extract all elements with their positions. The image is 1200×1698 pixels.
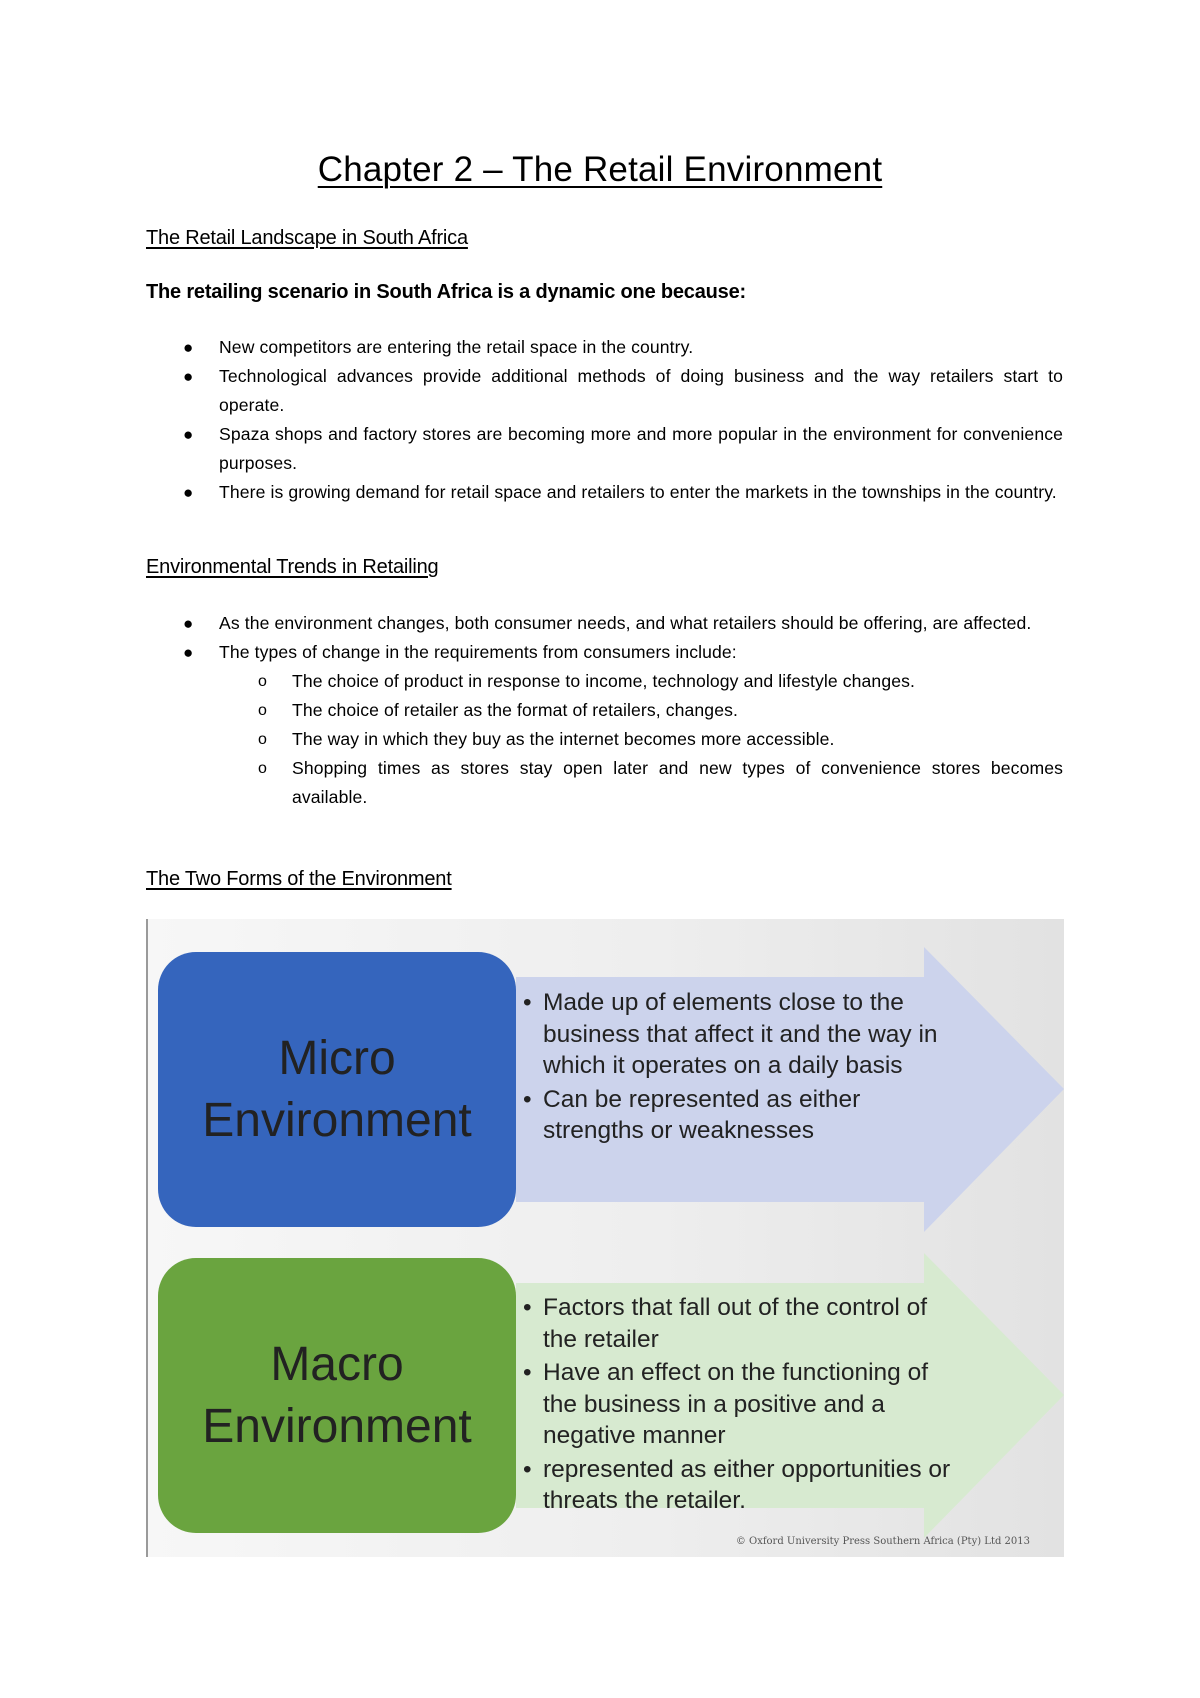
bullet-icon: •	[523, 1359, 532, 1386]
list-item: ● As the environment changes, both consumer needs, and what retailers should be offering, are affected.	[0, 609, 1063, 638]
micro-environment-box	[158, 952, 516, 1227]
list-item: • Have an effect on the functioning of the business in a positive and a negative manner	[523, 1359, 929, 1449]
copyright-credit: © Oxford University Press Southern Africa (Pty) Ltd 2013	[735, 1536, 1030, 1547]
list-item: ● Technological advances provide additional methods of doing business and the way retailers start to operate.	[0, 362, 1063, 420]
list-item: ● Spaza shops and factory stores are becoming more and more popular in the environment for convenience purposes.	[0, 420, 1063, 478]
list-item: ● The types of change in the requirements from consumers include: o The choice of product in response to income, technology and lifestyle changes. o The choice of retailer as the format of retailers, changes. o The way in which they buy as the internet becomes more accessible. o Shopping times as stores stay open later and new types of convenience stores becomes available.	[0, 638, 1063, 812]
section-heading-two-forms: The Two Forms of the Environment	[146, 868, 452, 890]
circle-bullet-icon: o	[258, 731, 267, 748]
circle-bullet-icon: o	[258, 673, 267, 690]
sub-list-item: o The choice of retailer as the format of retailers, changes.	[219, 696, 1063, 725]
circle-bullet-icon: o	[258, 760, 267, 777]
landscape-bullet-list	[0, 333, 1200, 507]
macro-label-line1: Macro	[270, 1337, 404, 1391]
macro-environment-box	[158, 1258, 516, 1533]
list-item: • Factors that fall out of the control of the retailer	[523, 1294, 928, 1353]
section-heading-environmental-trends: Environmental Trends in Retailing	[146, 556, 439, 578]
micro-label-line2: Environment	[202, 1093, 472, 1147]
section-heading-retail-landscape: The Retail Landscape in South Africa	[146, 227, 468, 249]
trends-bullet-list	[0, 609, 1200, 812]
bullet-icon: ●	[183, 338, 194, 357]
change-types-sub-list	[219, 667, 1063, 812]
bullet-icon: ●	[183, 643, 194, 662]
sub-list-item: o The choice of product in response to income, technology and lifestyle changes.	[219, 667, 1063, 696]
lead-sentence: The retailing scenario in South Africa is a dynamic one because:	[146, 281, 746, 303]
bullet-icon: ●	[183, 483, 194, 502]
page-title: Chapter 2 – The Retail Environment	[317, 150, 883, 189]
macro-points-list	[521, 1292, 961, 1519]
circle-bullet-icon: o	[258, 702, 267, 719]
list-item: ● There is growing demand for retail space and retailers to enter the markets in the townships in the country.	[0, 478, 1063, 507]
bullet-icon: •	[523, 1455, 532, 1483]
bullet-icon: ●	[183, 425, 194, 444]
bullet-icon: ●	[183, 367, 194, 386]
bullet-icon: •	[523, 1085, 532, 1113]
bullet-icon: ●	[183, 614, 194, 633]
micro-points-list	[521, 987, 956, 1149]
list-item: • Can be represented as either strengths or weaknesses	[523, 1085, 861, 1144]
list-item: • represented as either opportunities or threats the retailer.	[523, 1455, 951, 1514]
micro-label-line1: Micro	[278, 1031, 396, 1085]
bullet-icon: •	[523, 1294, 532, 1321]
macro-label-line2: Environment	[202, 1399, 472, 1453]
sub-list-item: o Shopping times as stores stay open later and new types of convenience stores becomes available.	[219, 754, 1063, 812]
environment-diagram	[146, 919, 1064, 1557]
list-item: • Made up of elements close to the business that affect it and the way in which it operates on a daily basis	[523, 989, 938, 1079]
sub-list-item: o The way in which they buy as the internet becomes more accessible.	[219, 725, 1063, 754]
list-item: ● New competitors are entering the retail space in the country.	[0, 333, 1063, 362]
bullet-icon: •	[523, 989, 532, 1016]
